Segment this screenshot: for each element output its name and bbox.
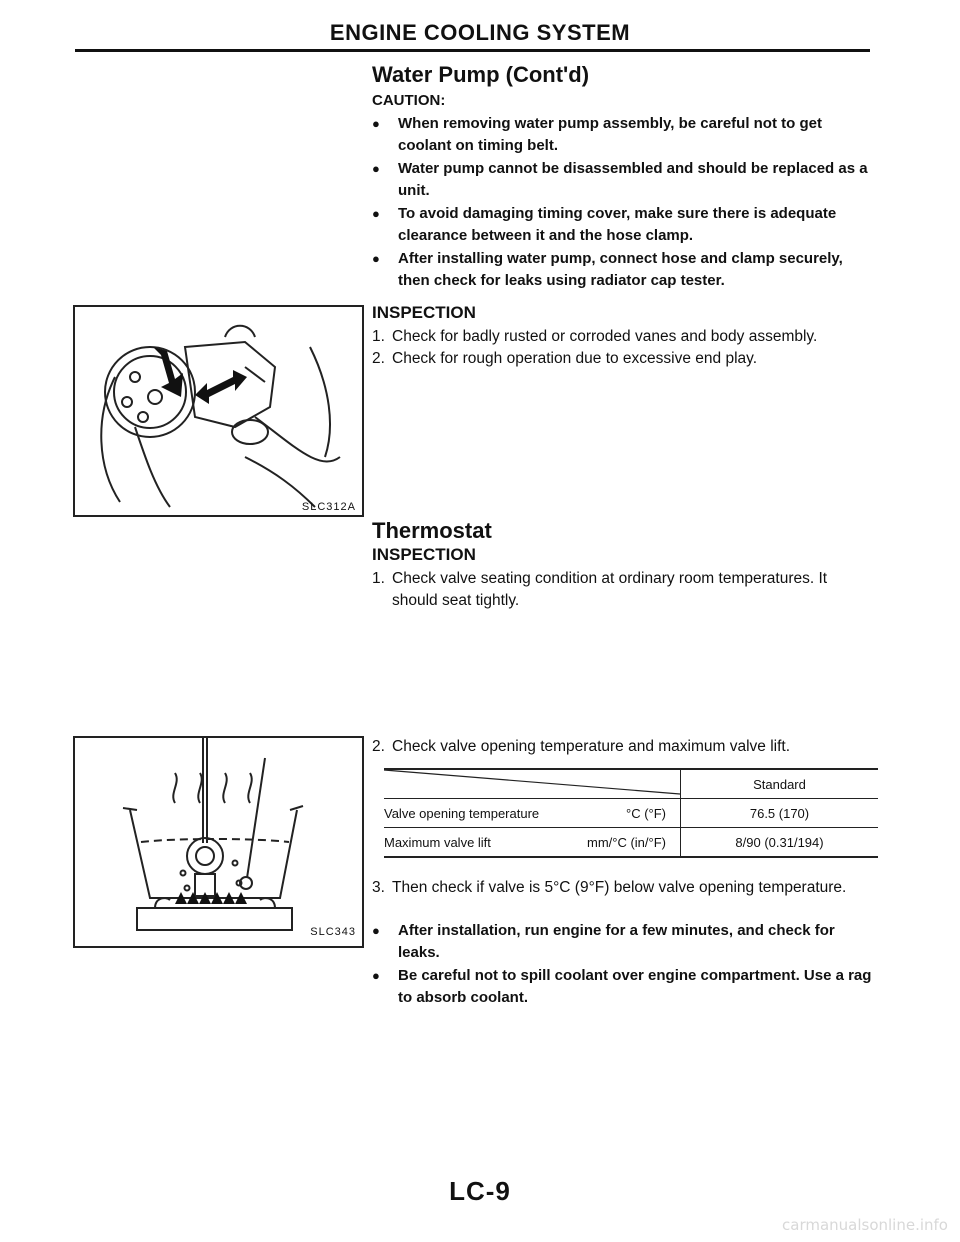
step-number: 1. <box>372 570 385 587</box>
table-label-cell <box>384 799 681 828</box>
inspection-step <box>372 568 872 612</box>
thermostat-test-illustration <box>75 738 362 946</box>
thermostat-figure <box>73 736 364 948</box>
inspection-step <box>372 348 872 370</box>
figure-label: SLC343 <box>310 926 356 938</box>
thermostat-step-2 <box>372 736 872 758</box>
row-unit: °C (°F) <box>626 805 666 821</box>
figure-label: SLC312A <box>301 501 356 513</box>
caution-item: ● To avoid damaging timing cover, make sure there is adequate clearance between it and the hose clamp. <box>372 203 872 247</box>
table-row <box>384 799 878 828</box>
step-number: 1. <box>372 328 385 345</box>
step-text: Check valve opening temperature and maximum valve lift. <box>392 738 791 755</box>
spec-table-wrapper <box>384 768 878 858</box>
step-text: Check for rough operation due to excessive end play. <box>392 350 758 367</box>
table-corner-diagonal <box>384 768 680 796</box>
thermostat-notes <box>372 920 872 1010</box>
water-pump-illustration <box>75 307 362 515</box>
step-number: 2. <box>372 350 385 367</box>
thermostat-title: Thermostat <box>372 518 492 543</box>
watermark: carmanualsonline.info <box>782 1216 948 1234</box>
step-text: Check for badly rusted or corroded vanes and body assembly. <box>392 328 818 345</box>
table-value-cell: 8/90 (0.31/194) <box>735 834 824 850</box>
header-rule <box>75 49 870 52</box>
table-row <box>384 828 878 858</box>
note-item: ● Be careful not to spill coolant over engine compartment. Use a rag to absorb coolant. <box>372 965 872 1009</box>
row-label: Maximum valve lift <box>384 834 491 850</box>
inspection-step <box>372 326 872 348</box>
inspection-step <box>372 877 872 899</box>
step-number: 2. <box>372 738 385 755</box>
thermostat-step-3 <box>372 877 872 899</box>
caution-item: ● After installing water pump, connect hose and clamp securely, then check for leaks using radiator cap tester. <box>372 248 872 292</box>
step-text: Then check if valve is 5°C (9°F) below valve opening temperature. <box>392 879 847 896</box>
water-pump-inspection-title: INSPECTION <box>372 303 476 322</box>
note-item: ● After installation, run engine for a few minutes, and check for leaks. <box>372 920 872 964</box>
caution-item: ● When removing water pump assembly, be careful not to get coolant on timing belt. <box>372 113 872 157</box>
step-number: 3. <box>372 879 385 896</box>
table-label-cell <box>384 828 681 858</box>
table-header-cell: Standard <box>753 776 806 792</box>
thermostat-step-1 <box>372 568 872 612</box>
water-pump-inspection-steps <box>372 326 872 370</box>
table-value-cell: 76.5 (170) <box>749 805 810 821</box>
page-number: LC-9 <box>449 1176 511 1206</box>
thermostat-inspection-title: INSPECTION <box>372 545 476 564</box>
water-pump-title: Water Pump (Cont'd) <box>372 62 590 87</box>
row-label: Valve opening temperature <box>384 805 540 821</box>
caution-list <box>372 113 872 293</box>
row-unit: mm/°C (in/°F) <box>587 834 666 850</box>
step-text: Check valve seating condition at ordinary room temperatures. It should seat tightly. <box>392 570 828 609</box>
caution-item: ● Water pump cannot be disassembled and should be replaced as a unit. <box>372 158 872 202</box>
inspection-step <box>372 736 872 758</box>
page-header: ENGINE COOLING SYSTEM <box>329 20 631 45</box>
water-pump-figure <box>73 305 364 517</box>
caution-label: CAUTION: <box>372 92 446 109</box>
